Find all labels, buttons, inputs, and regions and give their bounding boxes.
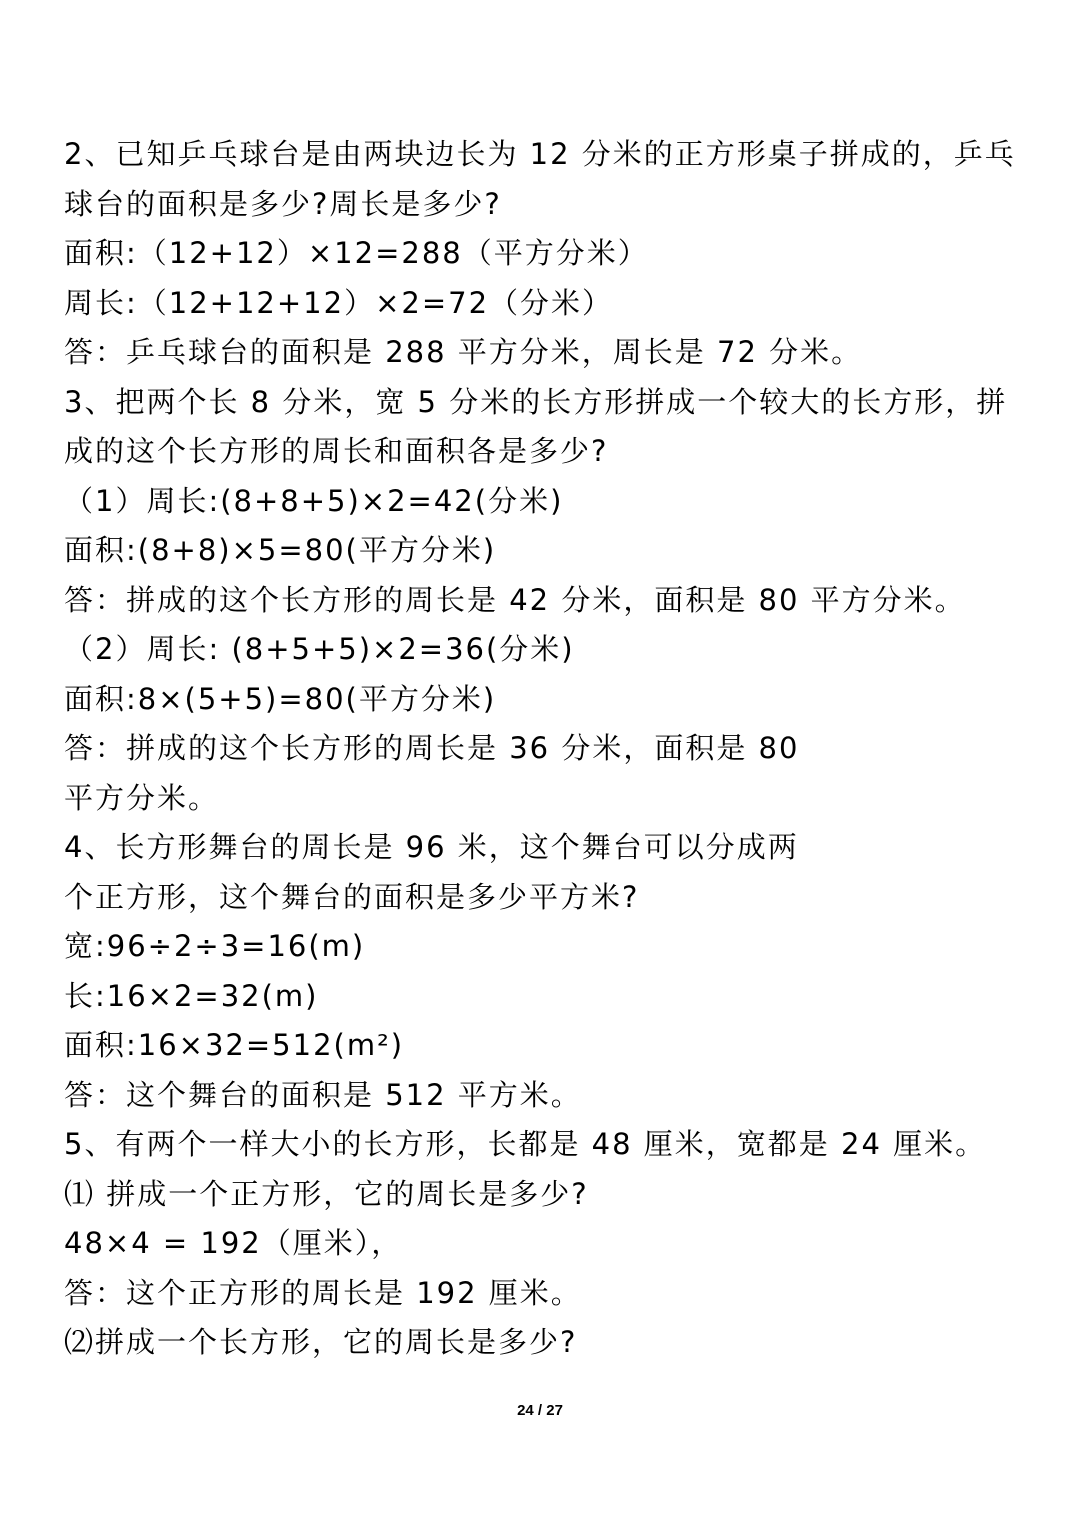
question-3-case-1-perimeter: （1）周长:(8+8+5)×2=42(分米) xyxy=(64,483,564,518)
question-5-part-1-answer: 答：这个正方形的周长是 192 厘米。 xyxy=(64,1275,582,1310)
question-5-part-2: ⑵拼成一个长方形，它的周长是多少? xyxy=(64,1325,578,1359)
question-3-case-2-answer-1: 答：拼成的这个长方形的周长是 36 分米，面积是 80 xyxy=(64,731,800,765)
document-body xyxy=(64,130,1024,1368)
question-3-case-2-area: 面积:8×(5+5)=80(平方分米) xyxy=(64,681,497,716)
question-4-width: 宽:96÷2÷3=16(m) xyxy=(64,929,366,963)
question-3-case-2-answer-2: 平方分米。 xyxy=(64,780,220,815)
question-2-perimeter: 周长:（12+12+12）×2=72（分米） xyxy=(64,285,614,320)
question-2-answer: 答：乒乓球台的面积是 288 平方分米，周长是 72 分米。 xyxy=(64,335,863,369)
question-4-length: 长:16×2=32(m) xyxy=(64,978,319,1013)
question-5-line-1: 5、有两个一样大小的长方形，长都是 48 厘米，宽都是 24 厘米。 xyxy=(64,1127,987,1161)
question-2-line-1: 2、已知乒乓球台是由两块边长为 12 分米的正方形桌子拼成的，乒乓 xyxy=(64,137,1016,171)
question-3-case-1-area: 面积:(8+8)×5=80(平方分米) xyxy=(64,533,497,567)
question-3-case-1-answer: 答：拼成的这个长方形的周长是 42 分米，面积是 80 平方分米。 xyxy=(64,582,966,617)
question-4-line-1: 4、长方形舞台的周长是 96 米，这个舞台可以分成两 xyxy=(64,830,799,864)
question-5-part-1-calc: 48×4 = 192（厘米）， xyxy=(64,1226,403,1260)
question-3-line-2: 成的这个长方形的周长和面积各是多少? xyxy=(64,434,609,468)
question-4-answer: 答：这个舞台的面积是 512 平方米。 xyxy=(64,1077,582,1112)
question-4-line-2: 个正方形，这个舞台的面积是多少平方米? xyxy=(64,879,640,914)
page-number: 24 / 27 xyxy=(517,1402,563,1419)
question-3-line-1: 3、把两个长 8 分米，宽 5 分米的长方形拼成一个较大的长方形，拼 xyxy=(64,384,1008,419)
question-4-area: 面积:16×32=512(m²) xyxy=(64,1028,405,1062)
question-3-case-2-perimeter: （2）周长: (8+5+5)×2=36(分米) xyxy=(64,632,575,666)
question-2-line-2: 球台的面积是多少?周长是多少? xyxy=(64,186,502,221)
question-2-area: 面积:（12+12）×12=288（平方分米） xyxy=(64,236,649,270)
question-5-part-1: ⑴ 拼成一个正方形，它的周长是多少? xyxy=(64,1176,589,1211)
